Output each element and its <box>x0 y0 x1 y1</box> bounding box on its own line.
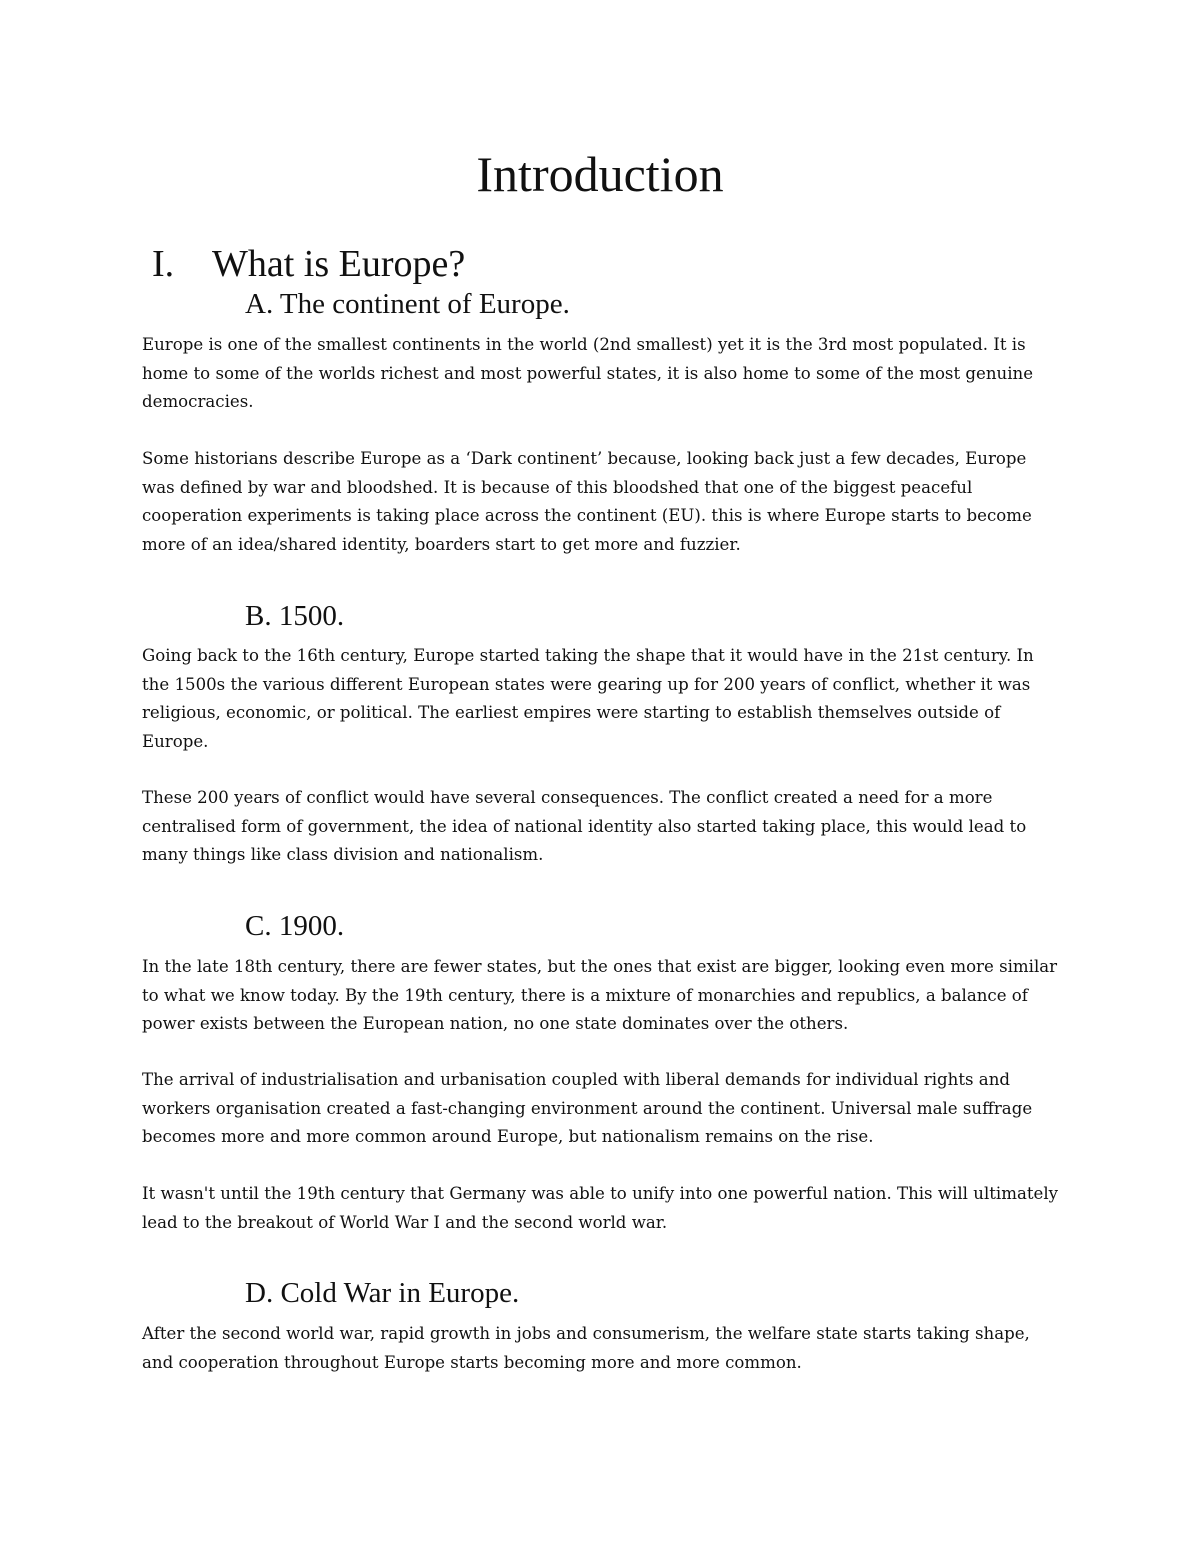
section-number: I. <box>152 243 175 285</box>
paragraph-b-2: These 200 years of conflict would have several consequences. The conflict created a need for a more centralised form of government, the idea of national identity also started taking place, this would lead to many things like class division and nationalism. <box>142 788 1027 864</box>
section-heading-text: What is Europe? <box>212 243 466 285</box>
subsection-heading-b: B. 1500. <box>245 600 345 632</box>
paragraph-a-1: Europe is one of the smallest continents in the world (2nd smallest) yet it is the 3rd most populated. It is home to some of the worlds richest and most powerful states, it is also home to some of the most genuine democracies. <box>142 335 1034 411</box>
paragraph-d-1: After the second world war, rapid growth in jobs and consumerism, the welfare state starts taking shape, and cooperation throughout Europe starts becoming more and more common. <box>142 1324 1030 1372</box>
subsection-heading-c: C. 1900. <box>245 910 345 942</box>
paragraph-c-3: It wasn't until the 19th century that Germany was able to unify into one powerful nation. This will ultimately lead to the breakout of World War I and the second world war. <box>142 1184 1059 1232</box>
paragraph-a-2: Some historians describe Europe as a ‘Dark continent’ because, looking back just a few decades, Europe was defined by war and bloodshed. It is because of this bloodshed that one of the biggest peaceful cooperation experiments is taking place across the continent (EU). this is where Europe starts to become more of an idea/shared identity, boarders start to get more and fuzzier. <box>142 449 1032 554</box>
subsection-heading-d: D. Cold War in Europe. <box>245 1277 520 1309</box>
subsection-heading-a: A. The continent of Europe. <box>245 288 570 320</box>
paragraph-c-2: The arrival of industrialisation and urbanisation coupled with liberal demands for individual rights and workers organisation created a fast-changing environment around the continent. Universal male suffrage becomes more and more common around Europe, but nationalism remains on the rise. <box>142 1070 1033 1146</box>
paragraph-b-1: Going back to the 16th century, Europe started taking the shape that it would have in the 21st century. In the 1500s the various different European states were gearing up for 200 years of conflict, whether it was religious, economic, or political. The earliest empires were starting to establish themselves outside of Europe. <box>142 646 1034 751</box>
section-heading <box>152 240 465 288</box>
paragraph-c-1: In the late 18th century, there are fewer states, but the ones that exist are bigger, looking even more similar to what we know today. By the 19th century, there is a mixture of monarchies and republics, a balance of power exists between the European nation, no one state dominates over the others. <box>142 957 1058 1033</box>
document-title: Introduction <box>476 146 724 202</box>
